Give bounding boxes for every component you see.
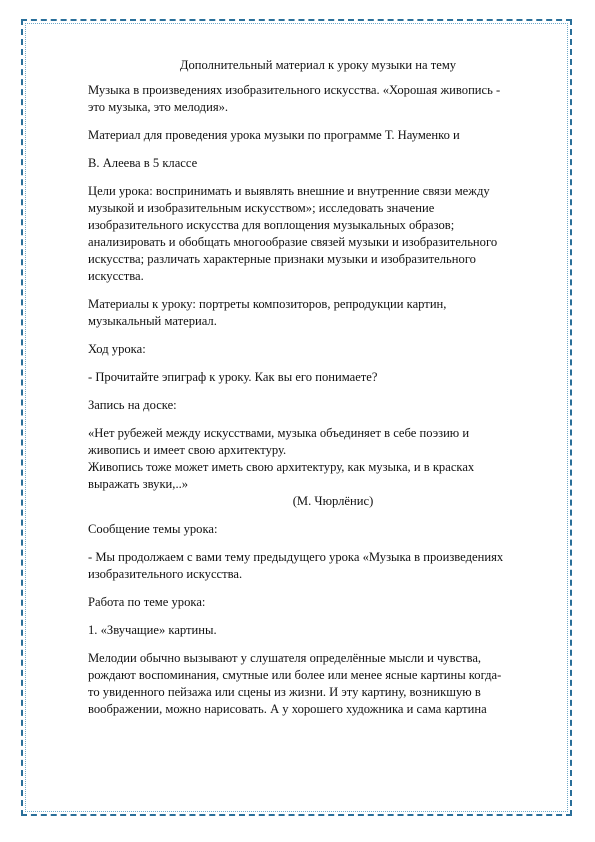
continue-paragraph xyxy=(88,549,548,583)
goals-paragraph xyxy=(88,183,548,285)
text-line: музыкой и изобразительным искусством»; исследовать значение xyxy=(88,201,435,215)
text-line: то увиденного пейзажа или сцены из жизни. И эту картину, возникшую в xyxy=(88,685,481,699)
text-line: «Нет рубежей между искусствами, музыка объединяет в себе поэзию и xyxy=(88,426,470,440)
text-line: воображении, можно нарисовать. А у хорошего художника и сама картина xyxy=(88,702,487,716)
text-line: Музыка в произведениях изобразительного искусства. «Хорошая живопись - xyxy=(88,83,501,97)
text-line: выражать звуки,..» xyxy=(88,477,189,491)
text-line: рождают воспоминания, смутные или более или менее ясные картины когда- xyxy=(88,668,502,682)
materials-paragraph xyxy=(88,296,548,330)
material-line: Материал для проведения урока музыки по программе Т. Науменко и xyxy=(88,128,460,142)
text-line: Материалы к уроку: портреты композиторов, репродукции картин, xyxy=(88,297,447,311)
work-heading: Работа по теме урока: xyxy=(88,595,206,609)
text-line: изобразительного искусства для воплощения музыкальных образов; xyxy=(88,218,455,232)
text-line: - Мы продолжаем с вами тему предыдущего урока «Музыка в произведениях xyxy=(88,550,504,564)
document-body xyxy=(88,57,548,718)
authors-line: В. Алеева в 5 классе xyxy=(88,156,198,170)
board-label: Запись на доске: xyxy=(88,398,177,412)
text-line: изобразительного искусства. xyxy=(88,567,243,581)
lesson-flow-heading: Ход урока: xyxy=(88,342,146,356)
topic-message: Сообщение темы урока: xyxy=(88,522,218,536)
text-line: Мелодии обычно вызывают у слушателя определённые мысли и чувства, xyxy=(88,651,482,665)
text-line: Цели урока: воспринимать и выявлять внешние и внутренние связи между xyxy=(88,184,490,198)
text-line: искусства; различать характерные признаки музыки и изобразительного xyxy=(88,252,476,266)
quote-author: (М. Чюрлёнис) xyxy=(292,494,374,508)
section-heading: 1. «Звучащие» картины. xyxy=(88,623,217,637)
document-title: Дополнительный материал к уроку музыки на тему xyxy=(179,58,457,72)
text-line: это музыка, это мелодия». xyxy=(88,100,229,114)
text-line: музыкальный материал. xyxy=(88,314,217,328)
text-line: анализировать и обобщать многообразие связей музыки и изобразительного xyxy=(88,235,498,249)
melodies-paragraph xyxy=(88,650,548,718)
epigraph-prompt: - Прочитайте эпиграф к уроку. Как вы его понимаете? xyxy=(88,370,378,384)
topic-paragraph xyxy=(88,82,548,116)
text-line: живопись и имеет свою архитектуру. xyxy=(88,443,287,457)
epigraph-quote xyxy=(88,425,548,493)
text-line: искусства. xyxy=(88,269,144,283)
text-line: Живопись тоже может иметь свою архитектуру, как музыка, и в красках xyxy=(88,460,475,474)
